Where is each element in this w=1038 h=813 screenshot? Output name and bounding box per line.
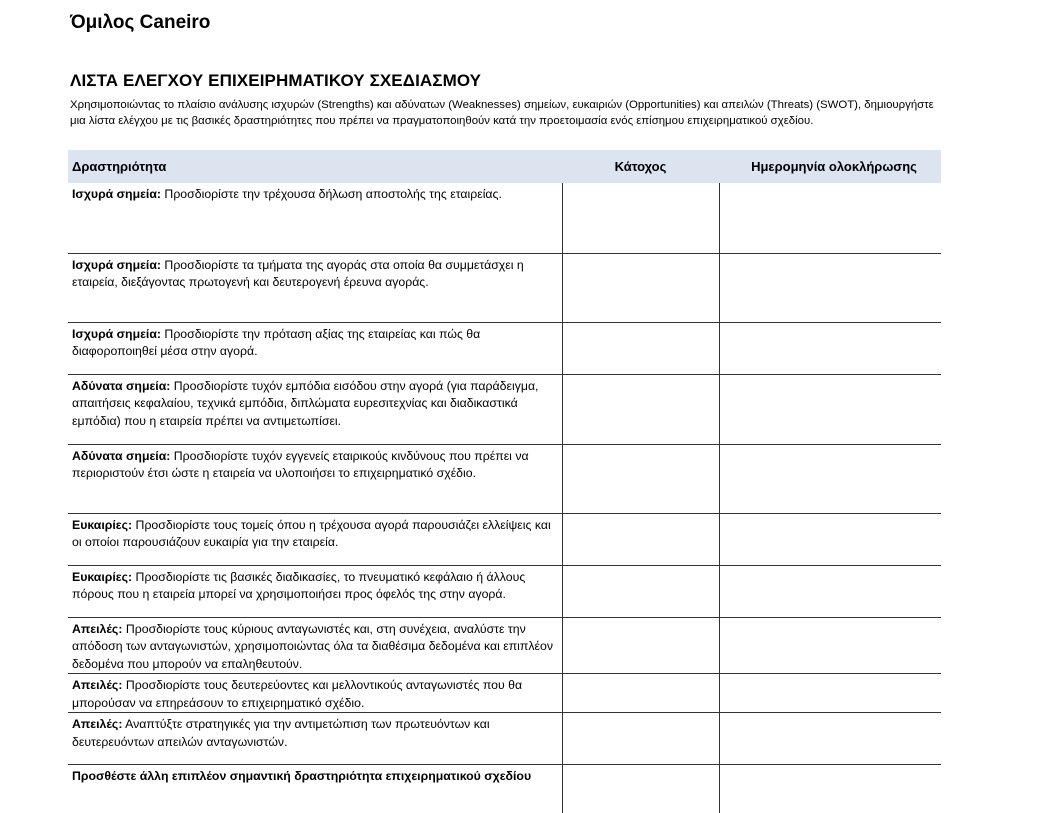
- intro-paragraph: Χρησιμοποιώντας το πλαίσιο ανάλυσης ισχυρών (Strengths) και αδύνατων (Weaknesses) σημείων, ευκαιριών (Opportunities) και απειλών (Threats) (SWOT), δημιουργήστε μια λίστα ελέγχου με τις βασικές δραστηριότητες που πρέπει να πραγματοποιηθούν κατά την προετοιμασία ενός επίσημου επιχειρηματικού σχεδίου.: [70, 99, 934, 127]
- activity-text: Προσθέστε άλλη επιπλέον σημαντική δραστηριότητα επιχειρηματικού σχεδίου: [72, 769, 532, 783]
- completion-date-cell[interactable]: [719, 374, 941, 444]
- activity-cell[interactable]: [68, 617, 562, 674]
- activity-category: Ισχυρά σημεία:: [72, 257, 162, 272]
- activity-category: Απειλές:: [72, 717, 123, 731]
- table-row: [68, 444, 941, 513]
- activity-text: Προσδιορίστε την πρόταση αξίας της εταιρείας και πώς θα διαφοροποιηθεί μέσα στην αγορά.: [72, 326, 481, 358]
- activity-cell[interactable]: [68, 444, 562, 513]
- checklist-table: [68, 150, 941, 813]
- activity-category: Ευκαιρίες:: [72, 517, 133, 532]
- completion-date-cell[interactable]: [719, 322, 941, 374]
- activity-cell[interactable]: [68, 765, 562, 813]
- activity-text: Προσδιορίστε τα τμήματα της αγοράς στα οποία θα συμμετάσχει η εταιρεία, διεξάγοντας πρωτογενή και δευτερογενή έρευνα αγοράς.: [72, 257, 524, 289]
- completion-date-cell[interactable]: [719, 253, 941, 322]
- table-row: [68, 322, 941, 374]
- activity-text: Προσδιορίστε τους τομείς όπου η τρέχουσα αγορά παρουσιάζει ελλείψεις και οι οποίοι παρουσιάζουν ευκαιρία για την εταιρεία.: [72, 517, 551, 549]
- completion-date-cell[interactable]: [719, 674, 941, 713]
- activity-cell[interactable]: [68, 565, 562, 617]
- activity-text: Προσδιορίστε την τρέχουσα δήλωση αποστολής της εταιρείας.: [161, 187, 502, 201]
- table-row: [68, 765, 941, 813]
- header-activity: Δραστηριότητα: [68, 150, 562, 183]
- owner-cell[interactable]: [562, 183, 719, 253]
- activity-cell[interactable]: [68, 183, 562, 253]
- owner-cell[interactable]: [562, 253, 719, 322]
- document-title: ΛΙΣΤΑ ΕΛΕΓΧΟΥ ΕΠΙΧΕΙΡΗΜΑΤΙΚΟΥ ΣΧΕΔΙΑΣΜΟΥ: [70, 71, 482, 90]
- activity-category: Αδύνατα σημεία:: [72, 448, 171, 463]
- activity-text: Προσδιορίστε τους δευτερεύοντες και μελλοντικούς ανταγωνιστές που θα μπορούσαν να επηρεάσουν το επιχειρηματικό σχέδιο.: [72, 678, 523, 710]
- activity-category: Απειλές:: [72, 678, 123, 692]
- table-header-row: [68, 150, 941, 183]
- table-row: [68, 183, 941, 253]
- activity-text: Προσδιορίστε τους κύριους ανταγωνιστές και, στη συνέχεια, αναλύστε την απόδοση των ανταγωνιστών, χρησιμοποιώντας όλα τα διαθέσιμα δεδομένα και επιπλέον δεδομένα που μπορούν να επαληθευτούν.: [72, 621, 554, 671]
- table-row: [68, 565, 941, 617]
- activity-category: Ευκαιρίες:: [72, 569, 133, 584]
- owner-cell[interactable]: [562, 513, 719, 565]
- activity-text: Προσδιορίστε τις βασικές διαδικασίες, το πνευματικό κεφάλαιο ή άλλους πόρους που η εταιρεία μπορεί να χρησιμοποιήσει προς όφελός της στην αγορά.: [72, 569, 526, 601]
- owner-cell[interactable]: [562, 322, 719, 374]
- table-row: [68, 374, 941, 444]
- completion-date-cell[interactable]: [719, 513, 941, 565]
- activity-cell[interactable]: [68, 713, 562, 765]
- completion-date-cell[interactable]: [719, 765, 941, 813]
- owner-cell[interactable]: [562, 674, 719, 713]
- activity-text: Αναπτύξτε στρατηγικές για την αντιμετώπιση των πρωτευόντων και δευτερευόντων απειλών ανταγωνιστών.: [72, 717, 490, 749]
- header-completion-date: Ημερομηνία ολοκλήρωσης: [719, 150, 941, 183]
- table-row: [68, 713, 941, 765]
- activity-category: Απειλές:: [72, 621, 123, 636]
- table-row: [68, 253, 941, 322]
- completion-date-cell[interactable]: [719, 713, 941, 765]
- completion-date-cell[interactable]: [719, 565, 941, 617]
- owner-cell[interactable]: [562, 713, 719, 765]
- activity-category: Ισχυρά σημεία:: [72, 326, 162, 341]
- activity-cell[interactable]: [68, 322, 562, 374]
- activity-cell[interactable]: [68, 253, 562, 322]
- completion-date-cell[interactable]: [719, 617, 941, 674]
- completion-date-cell[interactable]: [719, 444, 941, 513]
- table-row: [68, 674, 941, 713]
- activity-category: Αδύνατα σημεία:: [72, 378, 171, 393]
- company-name: Όμιλος Caneiro: [70, 12, 211, 33]
- owner-cell[interactable]: [562, 765, 719, 813]
- owner-cell[interactable]: [562, 374, 719, 444]
- activity-cell[interactable]: [68, 674, 562, 713]
- completion-date-cell[interactable]: [719, 183, 941, 253]
- owner-cell[interactable]: [562, 617, 719, 674]
- owner-cell[interactable]: [562, 565, 719, 617]
- activity-category: Ισχυρά σημεία:: [72, 187, 162, 201]
- activity-cell[interactable]: [68, 374, 562, 444]
- activity-cell[interactable]: [68, 513, 562, 565]
- header-owner: Κάτοχος: [562, 150, 719, 183]
- table-row: [68, 513, 941, 565]
- activity-text: Προσδιορίστε τυχόν εμπόδια εισόδου στην αγορά (για παράδειγμα, απαιτήσεις κεφαλαίου, τεχνικά εμπόδια, διπλώματα ευρεσιτεχνίας και διαδικαστικά εμπόδια) που η εταιρεία πρέπει να αντιμετωπίσει.: [72, 378, 539, 428]
- owner-cell[interactable]: [562, 444, 719, 513]
- table-row: [68, 617, 941, 674]
- activity-text: Προσδιορίστε τυχόν εγγενείς εταιρικούς κινδύνους που πρέπει να περιοριστούν έτσι ώστε η εταιρεία να υλοποιήσει το επιχειρηματικό σχέδιο.: [72, 448, 529, 480]
